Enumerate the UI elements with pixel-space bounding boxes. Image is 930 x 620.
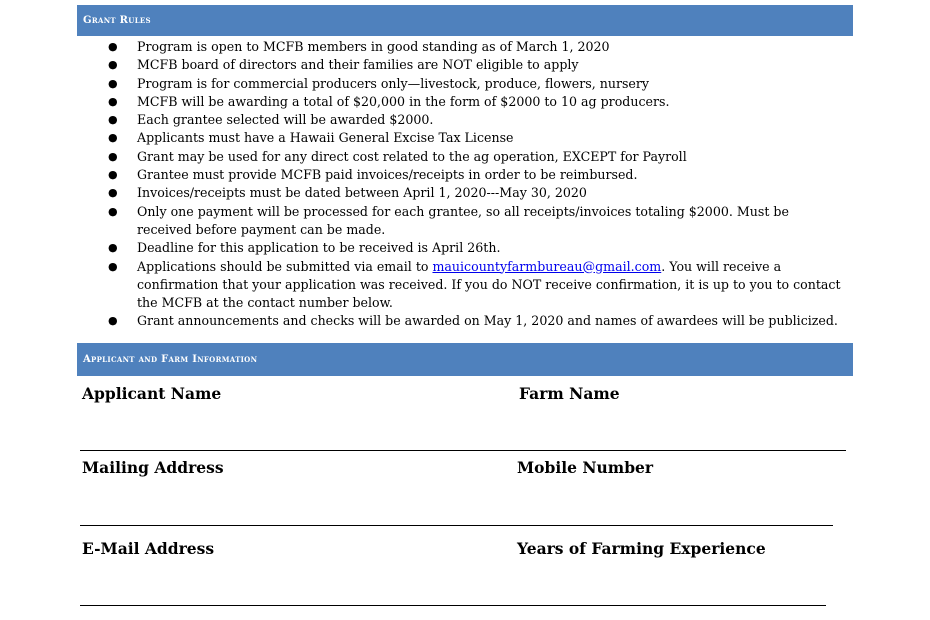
mailing-address-label: Mailing Address	[82, 458, 224, 477]
bullet-icon: ●	[108, 149, 118, 163]
grant-rules-heading: Grant Rules	[77, 5, 853, 36]
rule-text: Program is for commercial producers only—livestock, produce, flowers, nursery	[137, 75, 650, 91]
bullet-icon: ●	[108, 241, 118, 255]
email-link[interactable]: mauicountyfarmbureau@gmail.com	[432, 258, 662, 274]
rule-item	[108, 312, 853, 330]
bullet-icon: ●	[108, 314, 118, 328]
rule-text: Each grantee selected will be awarded $2000.	[137, 112, 434, 128]
rule-text: Grant may be used for any direct cost related to the ag operation, EXCEPT for Payroll	[137, 148, 687, 164]
rule-text: Deadline for this application to be received is April 26th.	[137, 240, 501, 256]
bullet-icon: ●	[108, 94, 118, 108]
rule-text: MCFB will be awarding a total of $20,000 in the form of $2000 to 10 ag producers.	[137, 93, 670, 109]
rule-item	[108, 148, 853, 166]
mobile-number-label: Mobile Number	[517, 458, 654, 477]
address-mobile-line[interactable]	[80, 525, 833, 526]
rule-text: Only one payment will be processed for each grantee, so all receipts/invoices totaling $2000. Must be	[137, 203, 789, 219]
rule-item	[108, 239, 853, 257]
rule-text-before-email: Applications should be submitted via email to	[137, 258, 433, 274]
rule-item	[108, 56, 853, 74]
rule-item	[108, 129, 853, 147]
rule-text: Program is open to MCFB members in good standing as of March 1, 2020	[137, 39, 610, 54]
bullet-icon: ●	[108, 168, 118, 182]
years-experience-label: Years of Farming Experience	[517, 539, 766, 558]
grant-rules-list	[108, 38, 853, 331]
rule-text: Invoices/receipts must be dated between April 1, 2020---May 30, 2020	[137, 185, 587, 201]
rule-text: MCFB board of directors and their families are NOT eligible to apply	[137, 57, 579, 73]
rule-item	[108, 111, 853, 129]
bullet-icon: ●	[108, 204, 118, 218]
rule-item	[108, 75, 853, 93]
farm-name-label: Farm Name	[519, 384, 620, 403]
bullet-icon: ●	[108, 186, 118, 200]
rule-item	[108, 93, 853, 111]
applicant-name-label: Applicant Name	[82, 384, 222, 403]
bullet-icon: ●	[108, 40, 118, 53]
bullet-icon: ●	[108, 58, 118, 72]
rule-item	[108, 38, 853, 56]
bullet-icon: ●	[108, 131, 118, 145]
bullet-icon: ●	[108, 259, 118, 273]
rule-text-continued: confirmation that your application was received. If you do NOT receive confirmation, it is up to you to contact	[137, 276, 841, 292]
rule-text: Grant announcements and checks will be awarded on May 1, 2020 and names of awardees will be publicized.	[137, 313, 838, 329]
rule-text-continued: the MCFB at the contact number below.	[137, 295, 393, 311]
bullet-icon: ●	[108, 76, 118, 90]
rule-text	[137, 258, 853, 276]
email-experience-line[interactable]	[80, 605, 826, 606]
rule-item	[108, 184, 853, 202]
rule-item	[108, 203, 853, 240]
rule-text: Applicants must have a Hawaii General Excise Tax License	[137, 130, 514, 146]
rule-text-continued: received before payment can be made.	[137, 221, 386, 237]
rule-item	[108, 258, 853, 313]
rule-text: Grantee must provide MCFB paid invoices/receipts in order to be reimbursed.	[137, 167, 638, 183]
applicant-info-heading: Applicant and Farm Information	[77, 343, 853, 376]
bullet-icon: ●	[108, 113, 118, 127]
rule-item	[108, 166, 853, 184]
applicant-farm-name-line[interactable]	[80, 450, 846, 451]
email-address-label: E-Mail Address	[82, 539, 215, 558]
rule-text-after-email: . You will receive a	[661, 258, 782, 274]
